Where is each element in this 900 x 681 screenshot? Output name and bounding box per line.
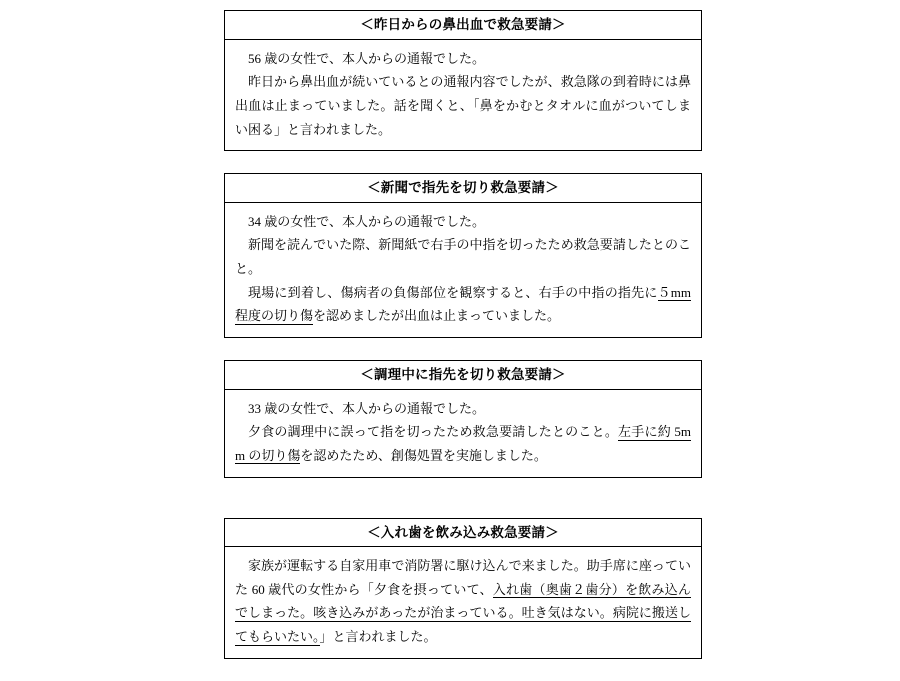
text-segment: 34 歳の女性で、本人からの通報でした。	[248, 213, 485, 229]
case-title: ＜昨日からの鼻出血で救急要請＞	[225, 11, 701, 40]
case-paragraph	[235, 210, 691, 234]
underlined-text-segment: ５mm程度の切り傷	[235, 284, 691, 324]
text-segment: を認めたため、創傷処置を実施しました。	[300, 447, 547, 463]
text-segment: 」と言われました。	[319, 629, 437, 645]
text-segment: 現場に到着し、傷病者の負傷部位を観察すると、右手の中指の指先に	[248, 284, 658, 300]
text-segment: を認めましたが出血は止まっていました。	[313, 308, 561, 324]
case-box	[224, 360, 702, 478]
case-title: ＜調理中に指先を切り救急要請＞	[225, 361, 701, 390]
text-segment: 新聞を読んでいた際、新聞紙で右手の中指を切ったため救急要請したとのこと。	[235, 237, 691, 277]
case-paragraph	[235, 233, 691, 280]
case-paragraph	[235, 554, 691, 649]
case-body	[225, 547, 701, 658]
case-body	[225, 40, 701, 151]
case-body	[225, 390, 701, 477]
case-body	[225, 203, 701, 337]
case-paragraph	[235, 420, 691, 467]
case-box	[224, 518, 702, 659]
text-segment: 56 歳の女性で、本人からの通報でした。	[248, 50, 485, 66]
text-segment: 昨日から鼻出血が続いているとの通報内容でしたが、救急隊の到着時には鼻出血は止まっていました。話を聞くと、「鼻をかむとタオルに血がついてしまい困る」と言われました。	[235, 74, 691, 137]
case-box	[224, 173, 702, 338]
underlined-text-segment: 左手に約 5mm の切り傷	[235, 424, 691, 463]
text-segment: 33 歳の女性で、本人からの通報でした。	[248, 400, 485, 416]
case-box	[224, 10, 702, 151]
case-paragraph	[235, 47, 691, 71]
underlined-text-segment: 入れ歯（奥歯２歯分）を飲み込んでしまった。咳き込みがあったが治まっている。吐き気はない。病院に搬送してもらいたい。	[235, 581, 691, 645]
text-segment: 家族が運転する自家用車で消防署に駆け込んで来ました。助手席に座っていた 60 歳代の女性から「夕食を摂っていて、	[235, 558, 691, 597]
case-title: ＜入れ歯を飲み込み救急要請＞	[225, 519, 701, 548]
text-segment: 夕食の調理中に誤って指を切ったため救急要請したとのこと。	[248, 424, 619, 440]
case-paragraph	[235, 70, 691, 141]
case-list	[224, 10, 702, 681]
case-paragraph	[235, 397, 691, 421]
case-title: ＜新聞で指先を切り救急要請＞	[225, 174, 701, 203]
case-paragraph	[235, 281, 691, 328]
